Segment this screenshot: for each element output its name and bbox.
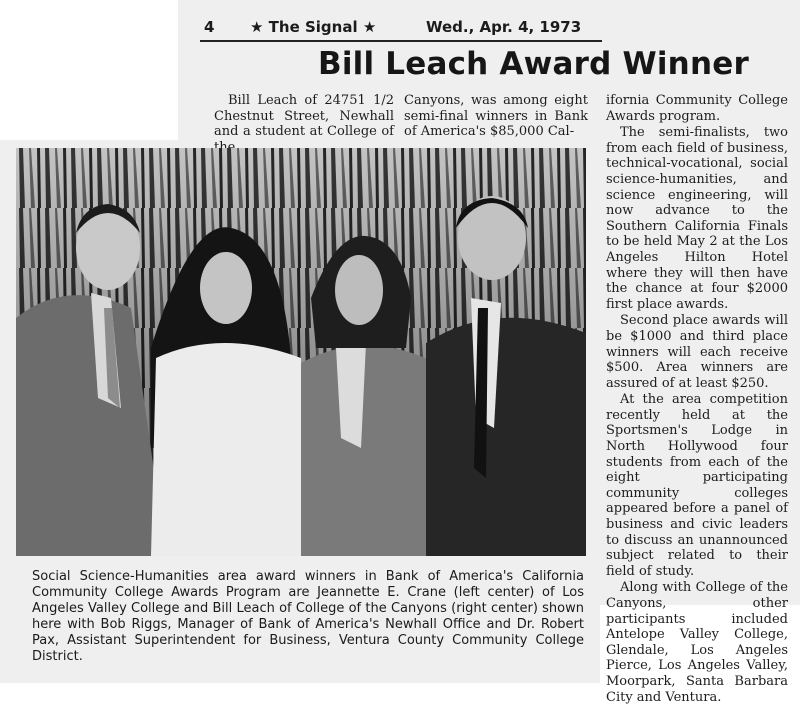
paper-name: ★ The Signal ★: [250, 18, 377, 36]
award-photo: [16, 148, 586, 556]
article-paragraph: The semi-finalists, two from each field of business, technical-vocational, social science-humanities, and science engineering, will now advance to the Southern California Finals to be held May 2 at the Los Angeles Hilton Hotel where they will then have the chance at four $2000 first place awards.: [606, 125, 788, 312]
article-paragraph: At the area competition recently held at the Sportsmen's Lodge in North Hollywood four students from each of the eight participating community colleges appeared before a panel of business and civic leaders to discuss an unannounced subject related to their field of study.: [606, 392, 788, 579]
article-paragraph: Along with College of the Canyons, other participants included Antelope Valley College, Glendale, Los Angeles Pierce, Los Angeles Valley, Moorpark, Santa Barbara City and Ventura.: [606, 580, 788, 705]
article-paragraph: Canyons, was among eight semi-final winners in Bank of America's $85,000 Cal-: [404, 93, 588, 140]
photo-illustration: [16, 148, 586, 556]
masthead: [200, 18, 602, 42]
photo-caption: Social Science-Humanities area award winners in Bank of America's California Community College Awards Program are Jeannette E. Crane (left center) of Los Angeles Valley College and Bill Leach of College of the Canyons (right center) shown here with Bob Riggs, Manager of Bank of America's Newhall Office and Dr. Robert Pax, Assistant Superintendent for Business, Ventura County Community College District.: [32, 569, 584, 664]
page-number: 4: [204, 18, 215, 36]
article-paragraph: Second place awards will be $1000 and third place winners will each receive $500. Area winners are assured of at least $250.: [606, 313, 788, 391]
headline: Bill Leach Award Winner: [318, 46, 749, 82]
article-column-1: [214, 93, 394, 155]
issue-date: Wed., Apr. 4, 1973: [426, 18, 582, 36]
article-paragraph: ifornia Community College Awards program.: [606, 93, 788, 124]
article-paragraph: Bill Leach of 24751 1/2 Chestnut Street, Newhall and a student at College of: [214, 93, 394, 140]
article-column-3: [606, 93, 788, 705]
article-column-2: [404, 93, 588, 140]
